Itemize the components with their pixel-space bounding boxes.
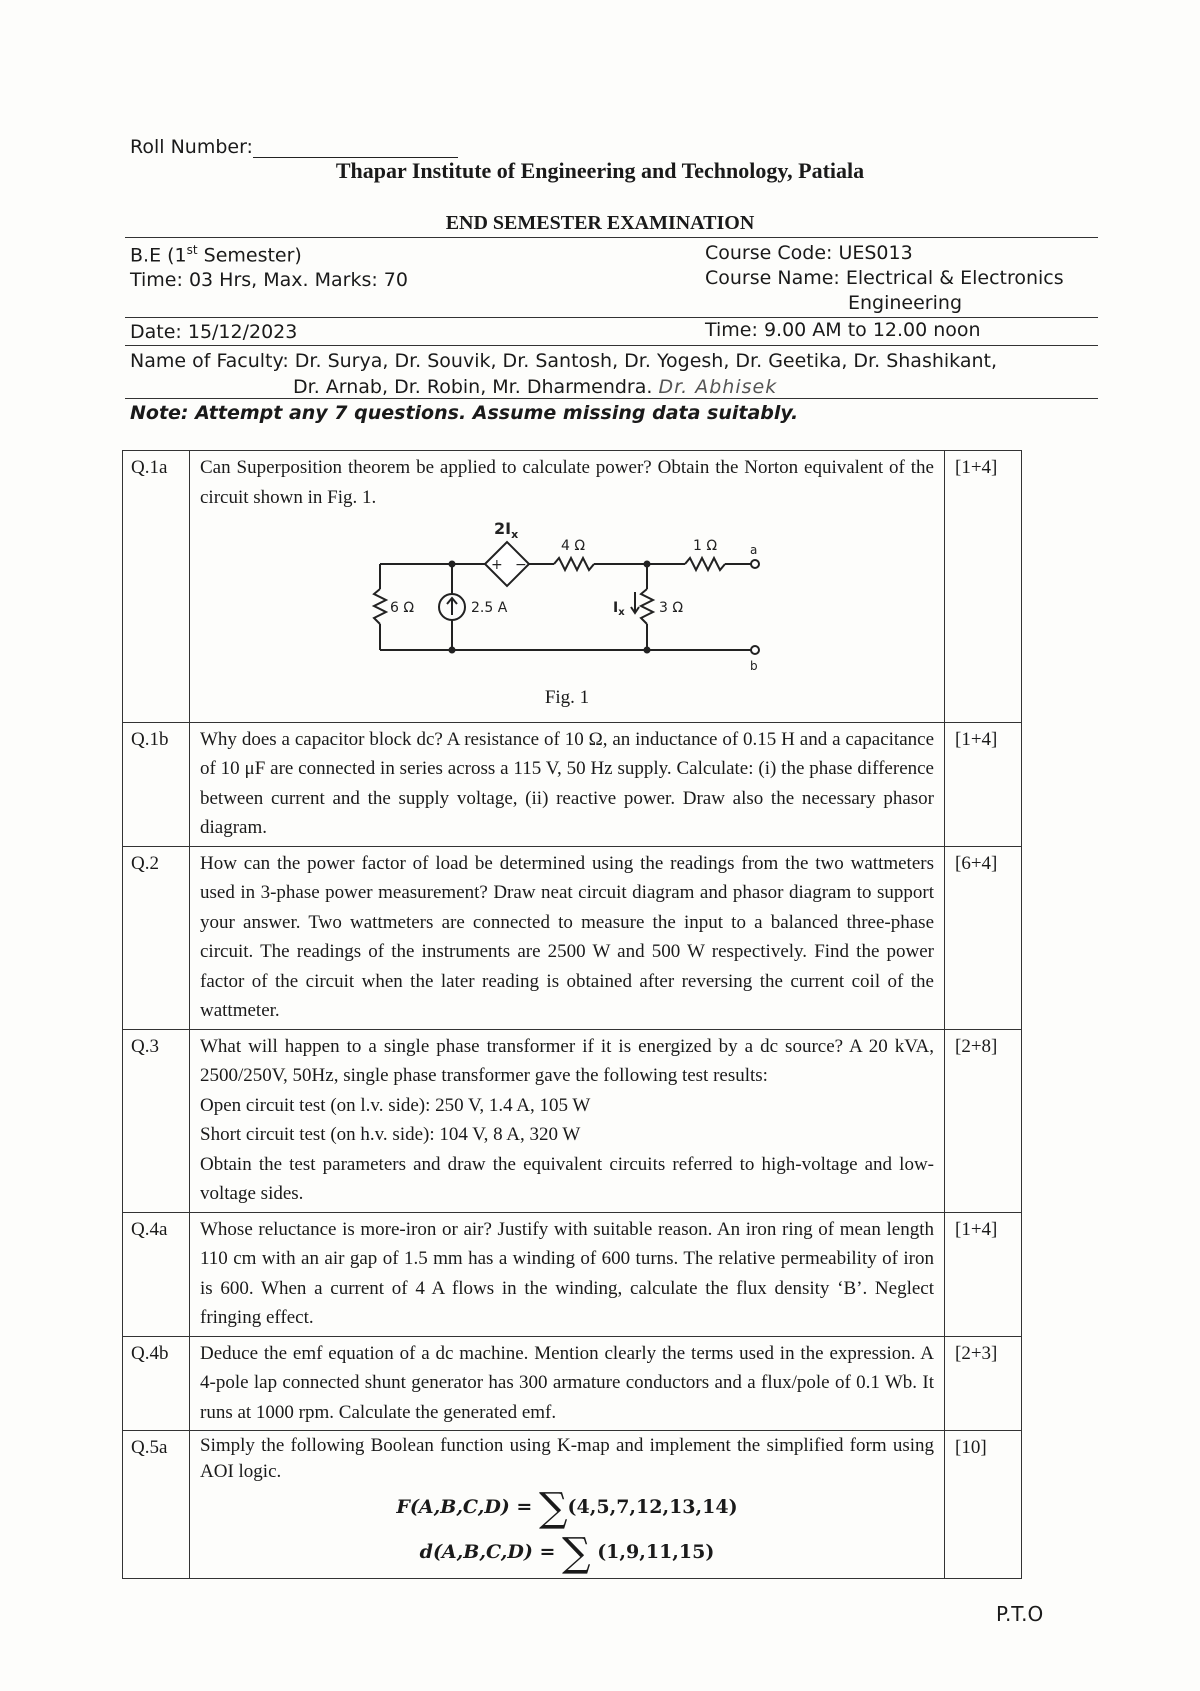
roll-number xyxy=(130,136,458,158)
question-marks: [1+4] xyxy=(945,1212,1022,1336)
page-turn-over: P.T.O xyxy=(996,1602,1044,1626)
roll-number-label: Roll Number: xyxy=(130,136,253,158)
course-name-cont: Engineering xyxy=(848,292,962,314)
exam-time: Time: 9.00 AM to 12.00 noon xyxy=(705,319,981,341)
question-number: Q.4a xyxy=(123,1212,190,1336)
divider xyxy=(125,398,1098,399)
exam-date: Date: 15/12/2023 xyxy=(130,321,298,343)
divider xyxy=(125,237,1098,238)
handwritten-faculty: Dr. Abhisek xyxy=(658,376,778,398)
r1-label: 1 Ω xyxy=(693,538,718,554)
question-row xyxy=(123,1431,1022,1579)
course-name: Course Name: Electrical & Electronics xyxy=(705,267,1064,289)
instructions-note: Note: Attempt any 7 questions. Assume missing data suitably. xyxy=(130,402,799,424)
exam-title: END SEMESTER EXAMINATION xyxy=(445,212,755,234)
roll-number-blank xyxy=(253,139,458,158)
questions-table xyxy=(122,450,1022,1579)
r6-label: 6 Ω xyxy=(390,600,415,616)
isrc-label: 2.5 A xyxy=(471,600,508,616)
question-marks: [1+4] xyxy=(945,722,1022,846)
dont-care-function: d(A,B,C,D) = ∑ (1,9,11,15) xyxy=(419,1530,715,1576)
question-text: How can the power factor of load be determined using the readings from the two wattmeters used in 3-phase power measurement? Draw neat circuit diagram and phasor diagram to support your answer. Two wattmeters are connected to measure the input to a balanced three-phase circuit. The readings of the instruments are 2500 W and 500 W respectively. Find the power factor of the circuit when the later reading is obtained after reversing the current coil of the wattmeter. xyxy=(190,846,945,1029)
figure-caption: Fig. 1 xyxy=(544,687,590,708)
course-code: Course Code: UES013 xyxy=(705,242,913,264)
question-text: Whose reluctance is more-iron or air? Justify with suitable reason. An iron ring of mean length 110 cm with an air gap of 1.5 mm has a winding of 600 turns. The relative permeability of iron is 600. When a current of 4 A flows in the winding, calculate the flux density ‘B’. Neglect fringing effect. xyxy=(190,1212,945,1336)
dep-source-label: $2I_x$ xyxy=(494,519,519,541)
divider xyxy=(125,345,1098,346)
question-number: Q.2 xyxy=(123,846,190,1029)
question-number: Q.4b xyxy=(123,1336,190,1431)
question-row xyxy=(123,1336,1022,1431)
question-marks: [1+4] xyxy=(945,451,1022,723)
question-text: Simply the following Boolean function using K-map and implement the simplified form using AOI logic. F(A,B,C,D) = ∑(4,5,7,12,13,14) d(A,B,C,D) = ∑ (1,9,11,15) xyxy=(190,1431,945,1579)
question-number: Q.1a xyxy=(123,451,190,723)
question-row xyxy=(123,1212,1022,1336)
question-text: Can Superposition theorem be applied to calculate power? Obtain the Norton equivalent of the circuit shown in Fig. 1. + − 6 Ω 2.5 A $2I_x$ 4 Ω 1 Ω $I_x$ 3 Ω a b Fig. 1 xyxy=(190,451,945,723)
question-number: Q.1b xyxy=(123,722,190,846)
dep-minus-sign: − xyxy=(515,557,527,573)
r3-label: 3 Ω xyxy=(659,600,684,616)
faculty-names: Name of Faculty: Dr. Surya, Dr. Souvik, Dr. Santosh, Dr. Yogesh, Dr. Geetika, Dr. Shashikant, Dr. Arnab, Dr. Robin, Mr. Dharmendra. Dr. Abhisek xyxy=(130,350,998,398)
question-row xyxy=(123,451,1022,723)
institute-name: Thapar Institute of Engineering and Technology, Patiala xyxy=(335,158,865,183)
question-row xyxy=(123,1029,1022,1212)
ix-label: $I_x$ xyxy=(613,600,625,618)
time-marks: Time: 03 Hrs, Max. Marks: 70 xyxy=(130,269,408,291)
terminal-b: b xyxy=(750,659,758,673)
question-number: Q.5a xyxy=(123,1431,190,1579)
question-text: Deduce the emf equation of a dc machine. Mention clearly the terms used in the expression. A 4-pole lap connected shunt generator has 300 armature conductors and a flux/pole of 0.1 Wb. It runs at 1000 rpm. Calculate the generated emf. xyxy=(190,1336,945,1431)
question-text: What will happen to a single phase transformer if it is energized by a dc source? A 20 kVA, 2500/250V, 50Hz, single phase transformer gave the following test results: Open circuit test (on l.v. side): 250 V, 1.4 A, 105 W Short circuit test (on h.v. side): 104 V, 8 A, 320 W Obtain the test parameters and draw the equivalent circuits referred to high-voltage and low-voltage sides. xyxy=(190,1029,945,1212)
question-marks: [6+4] xyxy=(945,846,1022,1029)
question-text: Why does a capacitor block dc? A resistance of 10 Ω, an inductance of 0.15 H and a capacitance of 10 μF are connected in series across a 115 V, 50 Hz supply. Calculate: (i) the phase difference between current and the supply voltage, (ii) reactive power. Draw also the necessary phasor diagram. xyxy=(190,722,945,846)
question-row xyxy=(123,722,1022,846)
question-marks: [2+3] xyxy=(945,1336,1022,1431)
question-marks: [10] xyxy=(945,1431,1022,1579)
boolean-function: F(A,B,C,D) = ∑(4,5,7,12,13,14) xyxy=(396,1485,738,1531)
circuit-figure xyxy=(367,514,767,679)
program: B.E (1st Semester) xyxy=(130,243,302,267)
r4-label: 4 Ω xyxy=(561,538,586,554)
terminal-a: a xyxy=(750,543,758,557)
question-number: Q.3 xyxy=(123,1029,190,1212)
question-row xyxy=(123,846,1022,1029)
question-marks: [2+8] xyxy=(945,1029,1022,1212)
dep-plus-sign: + xyxy=(491,557,503,573)
divider xyxy=(125,317,1098,318)
